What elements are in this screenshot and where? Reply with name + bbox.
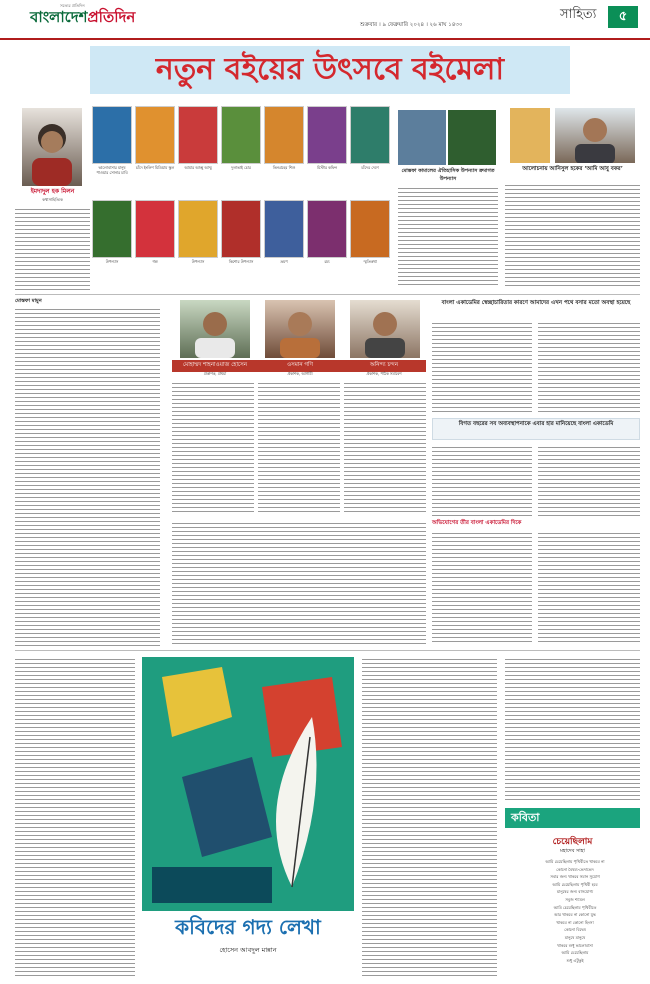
book-caption: দুলাভাই চোর: [231, 165, 251, 170]
cover-photo-2: [448, 110, 496, 165]
book-cover: [350, 200, 390, 258]
book-cover: [350, 106, 390, 164]
anisul-caption: আলোচনায় আনিসুল হকের ‘আমি আবু বকর’: [522, 166, 623, 172]
publisher-role-2: প্রকাশক, আগামী: [287, 371, 313, 376]
book-caption: স্মৃতিকথা: [363, 259, 377, 264]
byline: মোস্তফা মামুন: [15, 298, 42, 304]
sadat-caption: মোস্তফা কামালের ঐতিহাসিক উপন্যাস ক্রমাগত উপন্যাস: [401, 168, 495, 182]
anisul-text: [505, 182, 640, 288]
essay-col-4: [505, 656, 640, 801]
right-headline-1: বাংলা একাডেমির স্বেচ্ছাচারিতার কারণে আমাদের এখন পথে বসার মতো অবস্থা হয়েছে: [441, 300, 631, 306]
book-caption: গল্প: [152, 259, 158, 264]
book-cover: [135, 106, 175, 164]
feather-pen-illustration-icon: [142, 657, 354, 911]
poetry-section-header: কবিতা: [505, 808, 640, 828]
publisher-text-3: [344, 380, 426, 515]
poem-body: [515, 858, 635, 964]
book-cover: [178, 200, 218, 258]
publisher-name-1: মোহাম্মদ শাহনাওয়াজ হোসেন: [172, 360, 258, 372]
essay-col-3: [362, 656, 497, 976]
right-text-3a: [432, 530, 532, 645]
author-photo: [22, 108, 82, 186]
middle-article-text: [172, 520, 426, 645]
essay-title: কবিদের গদ্য লেখা: [175, 915, 321, 939]
person-portrait-icon: [180, 300, 250, 358]
poem-line: মানুষে মানুষে: [564, 934, 586, 940]
sadat-text: [398, 185, 498, 288]
poem-line: আমি চেয়েছিলাম পৃথিবী হবে: [552, 881, 598, 887]
book-caption: ভ্রমণ: [280, 259, 288, 264]
cover-photo-1: [398, 110, 446, 165]
book-caption: রম্য: [324, 259, 330, 264]
author-portrait-icon: [22, 108, 82, 186]
publisher-role-1: প্রকাশক, প্রথমা: [203, 371, 227, 376]
author-name: ইমদাদুল হক মিলন: [30, 188, 75, 195]
divider: [15, 294, 640, 295]
publisher-name-2: ওসমান গণি: [258, 360, 342, 372]
book-cover: [264, 106, 304, 164]
right-text-3b: [538, 530, 640, 645]
book-cover: [221, 106, 261, 164]
publisher-text-1: [172, 380, 254, 515]
essay-author: হোসেন আবদুল মান্নান: [219, 946, 277, 954]
right-text-2b: [538, 444, 640, 516]
book-cover: [135, 200, 175, 258]
book-caption: চাঁদে ইংলিশ মিডিয়াম স্কুল: [135, 165, 175, 170]
book-cover: [307, 200, 347, 258]
book-cover: [307, 106, 347, 164]
publisher-photo-2: [265, 300, 335, 358]
poem-line: থাকবে শুধু ভালোবাসা: [557, 942, 593, 948]
poem-line: আর থাকবে না কোনো যুদ্ধ: [554, 912, 596, 918]
page-headline: নতুন বইয়ের উৎসবে বইমেলা: [90, 46, 570, 94]
poem-line: আমি চেয়েছিলাম: [561, 950, 589, 956]
person-portrait-icon: [555, 108, 635, 163]
author-article-text: [15, 206, 90, 291]
person-portrait-icon: [265, 300, 335, 358]
publisher-role-3: প্রকাশক, পাঠক সমাবেশ: [366, 371, 402, 376]
book-cover: [221, 200, 261, 258]
book-caption: কিশোর উপন্যাস: [228, 259, 254, 264]
book-caption: ভিনগ্রহের শিশু: [272, 165, 296, 170]
page-number: ৫: [608, 6, 638, 28]
poem-line: থাকবে না কোনো হিংসা: [556, 919, 594, 925]
poem-line: কোনো বৈষম্য-ভেদাভেদ: [556, 866, 594, 872]
publisher-photo-3: [350, 300, 420, 358]
poem-line: কোনো বিদ্বেষ: [564, 927, 586, 933]
essay-col-1: [15, 656, 135, 976]
book-caption: উপন্যাস: [191, 259, 205, 264]
poem-line: মানুষের জন্য বাসযোগ্য: [556, 889, 594, 895]
divider: [15, 650, 640, 651]
person-portrait-icon: [350, 300, 420, 358]
book-cover: [92, 200, 132, 258]
right-headline-2-box: [432, 418, 640, 440]
date-line: শুক্রবার । ৯ ফেব্রুয়ারি ২০২৪ । ২৬ মাঘ ১৪৩০: [360, 22, 463, 28]
book-cover: [92, 106, 132, 164]
publisher-name-3: অনিন্দ্য চন্দন: [342, 360, 426, 372]
book-caption: আমার আব্বু আম্মু: [184, 165, 212, 170]
right-text-1a: [432, 320, 532, 415]
poem-line: শুধু এটুকুই: [566, 957, 584, 963]
books-row-1: [92, 106, 392, 196]
poem-line: সবার জন্য থাকবে সমান সুযোগ: [550, 874, 600, 880]
anisul-photo: [555, 108, 635, 163]
book-cover: [178, 106, 218, 164]
book-caption: ভালোবাসার মানুষ পাওয়ার সোনার চাবি: [96, 165, 128, 175]
book-caption: চাঁদের দেশে: [361, 165, 379, 170]
poem-title: চেয়েছিলাম: [552, 837, 593, 847]
right-text-2a: [432, 444, 532, 516]
poem-line: আমি চেয়েছিলাম পৃথিবীতে: [553, 904, 597, 910]
section-name: সাহিত্য: [560, 7, 597, 22]
tagline: সত্যের প্রতিদিন: [60, 3, 85, 8]
right-text-1b: [538, 320, 640, 415]
poem-line: আমি চেয়েছিলাম পৃথিবীতে থাকবে না: [545, 859, 605, 864]
book-cover: [264, 200, 304, 258]
publisher-photo-1: [180, 300, 250, 358]
poem-line: সবুজ শ্যামল: [565, 896, 585, 902]
main-article-col1: [15, 306, 160, 646]
newspaper-logo[interactable]: বাংলাদেশপ্রতিদিন: [30, 8, 136, 26]
book-caption: উপন্যাস: [105, 259, 119, 264]
book-caption: মিস্টার কফিন: [317, 165, 337, 170]
author-role: কথাসাহিত্যিক: [42, 197, 63, 202]
books-row-2: [92, 200, 392, 290]
right-headline-3: অভিযোগের তীর বাংলা একাডেমির দিকে: [432, 520, 522, 526]
book-cover-abu-bakr: [510, 108, 550, 163]
poem-poet: মহাদেব সাহা: [560, 848, 585, 854]
essay-illustration: [142, 657, 354, 911]
right-headline-2: বিগত বছরের সব অব্যবস্থাপনাকে এবার হার মানিয়েছে বাংলা একাডেমি: [458, 421, 614, 427]
publisher-text-2: [258, 380, 340, 515]
